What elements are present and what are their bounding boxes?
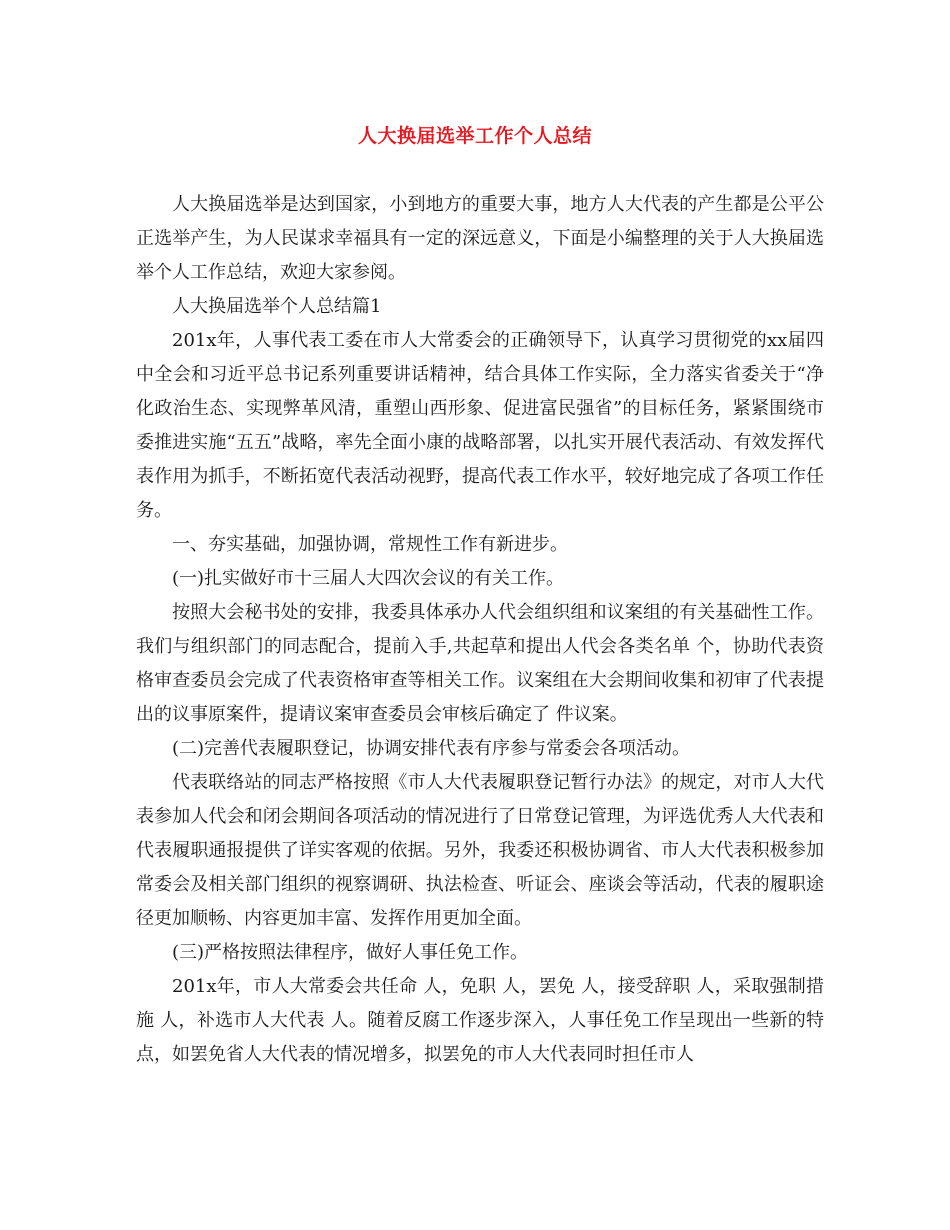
document-body (136, 188, 824, 1072)
paragraph-heading-1: 一、夯实基础，加强协调，常规性工作有新进步。 (172, 534, 568, 555)
paragraph-body-1: 按照大会秘书处的安排，我委具体承办人代会组织组和议案组的有关基础性工作。我们与组织部门的同志配合，提前入手,共起草和提出人代会各类名单 个，协助代表资格审查委员会完成了代表资格审查等相关工作。议案组在大会期间收集和初审了代表提出的议事原案件，提请议案审查委员会审核后确定了 件议案。 (136, 602, 824, 725)
paragraph-intro: 人大换届选举是达到国家，小到地方的重要大事，地方人大代表的产生都是公平公正选举产生，为人民谋求幸福具有一定的深远意义，下面是小编整理的关于人大换届选举个人工作总结，欢迎大家参阅。 (136, 194, 824, 283)
document-title: 人大换届选举工作个人总结 (357, 125, 592, 147)
paragraph-subheading-2: (二)完善代表履职登记，协调安排代表有序参与常委会各项活动。 (172, 738, 691, 759)
paragraph-body-2: 代表联络站的同志严格按照《市人大代表履职登记暂行办法》的规定，对市人大代表参加人代会和闭会期间各项活动的情况进行了日常登记管理，为评选优秀人大代表和代表履职通报提供了详实客观的依据。另外，我委还积极协调省、市人大代表积极参加常委会及相关部门组织的视察调研、执法检查、听证会、座谈会等活动，代表的履职途径更加顺畅、内容更加丰富、发挥作用更加全面。 (136, 772, 824, 929)
paragraph-subheading-1: (一)扎实做好市十三届人大四次会议的有关工作。 (172, 568, 565, 589)
paragraph-subheading-3: (三)严格按照法律程序，做好人事任免工作。 (172, 942, 529, 963)
paragraph-section-heading: 人大换届选举个人总结篇1 (172, 296, 382, 317)
paragraph-body-3: 201x年，市人大常委会共任命 人，免职 人，罢免 人，接受辞职 人，采取强制措施 人，补选市人大代表 人。随着反腐工作逐步深入，人事任免工作呈现出一些新的特点，如罢免省人大代表的情况增多，拟罢免的市人大代表同时担任市人 (136, 976, 824, 1065)
paragraph-overview: 201x年，人事代表工委在市人大常委会的正确领导下，认真学习贯彻党的xx届四中全会和习近平总书记系列重要讲话精神，结合具体工作实际，全力落实省委关于“净化政治生态、实现弊革风清，重塑山西形象、促进富民强省”的目标任务，紧紧围绕市委推进实施“五五”战略，率先全面小康的战略部署，以扎实开展代表活动、有效发挥代表作用为抓手，不断拓宽代表活动视野，提高代表工作水平，较好地完成了各项工作任务。 (136, 330, 824, 521)
